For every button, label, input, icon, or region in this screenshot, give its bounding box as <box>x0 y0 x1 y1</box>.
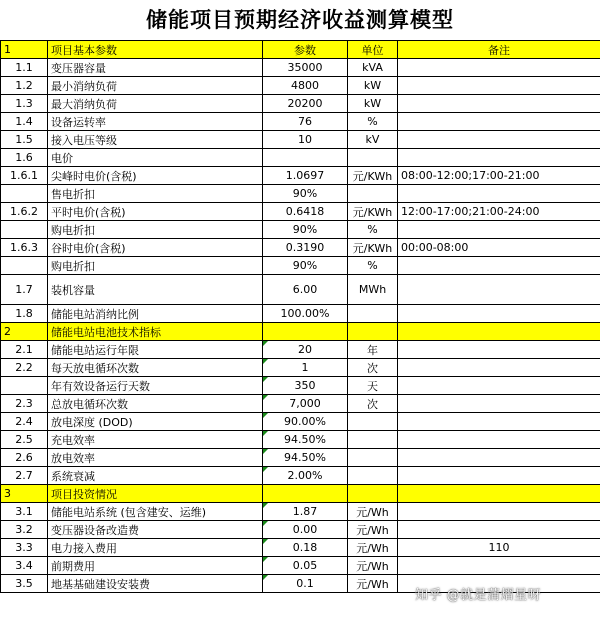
value-cell[interactable]: 90% <box>263 257 348 275</box>
value-cell[interactable]: 90% <box>263 221 348 239</box>
row-number-cell[interactable]: 1.6.2 <box>1 203 48 221</box>
unit-cell[interactable] <box>348 485 398 503</box>
table-row <box>1 341 600 359</box>
value-cell[interactable]: 0.00 <box>263 521 348 539</box>
table-row <box>1 305 600 323</box>
value-cell[interactable]: 6.00 <box>263 275 348 305</box>
table-row <box>1 503 600 521</box>
table-row <box>1 449 600 467</box>
item-name-cell[interactable]: 装机容量 <box>48 275 263 305</box>
item-name-cell[interactable]: 变压器容量 <box>48 59 263 77</box>
row-number-cell[interactable] <box>1 185 48 203</box>
value-cell[interactable]: 1.0697 <box>263 167 348 185</box>
unit-cell[interactable]: MWh <box>348 275 398 305</box>
table-row <box>1 59 600 77</box>
unit-cell[interactable]: kW <box>348 95 398 113</box>
row-number-cell[interactable]: 1.6.3 <box>1 239 48 257</box>
section-row <box>1 485 600 503</box>
row-number-cell[interactable] <box>1 257 48 275</box>
table-row <box>1 113 600 131</box>
item-name-cell[interactable]: 售电折扣 <box>48 185 263 203</box>
item-name-cell[interactable]: 地基基础建设安装费 <box>48 575 263 593</box>
unit-cell[interactable]: 元/Wh <box>348 557 398 575</box>
item-name-cell[interactable]: 谷时电价(含税) <box>48 239 263 257</box>
item-name-cell[interactable]: 放电深度 (DOD) <box>48 413 263 431</box>
value-cell[interactable]: 4800 <box>263 77 348 95</box>
row-number-cell[interactable]: 1.8 <box>1 305 48 323</box>
note-cell[interactable] <box>398 113 600 131</box>
table-row <box>1 221 600 239</box>
unit-cell[interactable]: % <box>348 113 398 131</box>
note-cell[interactable] <box>398 185 600 203</box>
item-name-cell[interactable]: 总放电循环次数 <box>48 395 263 413</box>
item-name-cell[interactable]: 购电折扣 <box>48 257 263 275</box>
note-cell[interactable] <box>398 257 600 275</box>
note-cell[interactable]: 00:00-08:00 <box>398 239 600 257</box>
row-number-cell[interactable]: 1 <box>1 41 48 59</box>
table-row <box>1 275 600 305</box>
row-number-cell[interactable]: 2.1 <box>1 341 48 359</box>
table-row <box>1 131 600 149</box>
section-row <box>1 323 600 341</box>
note-cell[interactable] <box>398 77 600 95</box>
row-number-cell[interactable]: 1.5 <box>1 131 48 149</box>
item-name-cell[interactable]: 接入电压等级 <box>48 131 263 149</box>
note-cell[interactable] <box>398 359 600 377</box>
item-name-cell[interactable]: 放电效率 <box>48 449 263 467</box>
value-cell[interactable]: 100.00% <box>263 305 348 323</box>
row-number-cell[interactable]: 3.2 <box>1 521 48 539</box>
row-number-cell[interactable]: 2.6 <box>1 449 48 467</box>
row-number-cell[interactable]: 1.7 <box>1 275 48 305</box>
unit-cell[interactable]: % <box>348 221 398 239</box>
table-row <box>1 557 600 575</box>
value-cell[interactable]: 76 <box>263 113 348 131</box>
value-cell[interactable] <box>263 323 348 341</box>
row-number-cell[interactable]: 2.4 <box>1 413 48 431</box>
item-name-cell[interactable]: 每天放电循环次数 <box>48 359 263 377</box>
unit-cell[interactable] <box>348 185 398 203</box>
note-cell[interactable]: 备注 <box>398 41 600 59</box>
table-row <box>1 257 600 275</box>
value-cell[interactable]: 20 <box>263 341 348 359</box>
note-cell[interactable] <box>398 413 600 431</box>
table-row <box>1 167 600 185</box>
value-cell[interactable]: 90% <box>263 185 348 203</box>
unit-cell[interactable]: 次 <box>348 359 398 377</box>
item-name-cell[interactable]: 年有效设备运行天数 <box>48 377 263 395</box>
table-row <box>1 359 600 377</box>
unit-cell[interactable]: 单位 <box>348 41 398 59</box>
note-cell[interactable] <box>398 395 600 413</box>
unit-cell[interactable] <box>348 467 398 485</box>
row-number-cell[interactable]: 2 <box>1 323 48 341</box>
note-cell[interactable]: 12:00-17:00;21:00-24:00 <box>398 203 600 221</box>
table-row <box>1 185 600 203</box>
value-cell[interactable]: 10 <box>263 131 348 149</box>
value-cell[interactable]: 20200 <box>263 95 348 113</box>
unit-cell[interactable]: 元/Wh <box>348 539 398 557</box>
note-cell[interactable] <box>398 377 600 395</box>
row-number-cell[interactable]: 3.3 <box>1 539 48 557</box>
row-number-cell[interactable]: 3.5 <box>1 575 48 593</box>
note-cell[interactable] <box>398 485 600 503</box>
item-name-cell[interactable]: 电价 <box>48 149 263 167</box>
note-cell[interactable] <box>398 341 600 359</box>
table-row <box>1 395 600 413</box>
item-name-cell[interactable]: 平时电价(含税) <box>48 203 263 221</box>
note-cell[interactable] <box>398 521 600 539</box>
note-cell[interactable] <box>398 503 600 521</box>
table-row <box>1 413 600 431</box>
table-row <box>1 377 600 395</box>
table-row <box>1 431 600 449</box>
value-cell[interactable]: 1 <box>263 359 348 377</box>
value-cell[interactable]: 0.05 <box>263 557 348 575</box>
unit-cell[interactable] <box>348 305 398 323</box>
note-cell[interactable] <box>398 131 600 149</box>
note-cell[interactable] <box>398 431 600 449</box>
section-row <box>1 41 600 59</box>
row-number-cell[interactable] <box>1 377 48 395</box>
note-cell[interactable] <box>398 557 600 575</box>
item-name-cell[interactable]: 前期费用 <box>48 557 263 575</box>
value-cell[interactable] <box>263 149 348 167</box>
row-number-cell[interactable]: 1.2 <box>1 77 48 95</box>
unit-cell[interactable]: 元/Wh <box>348 503 398 521</box>
value-cell[interactable] <box>263 485 348 503</box>
note-cell[interactable] <box>398 449 600 467</box>
unit-cell[interactable] <box>348 431 398 449</box>
unit-cell[interactable]: 次 <box>348 395 398 413</box>
row-number-cell[interactable]: 1.6 <box>1 149 48 167</box>
unit-cell[interactable]: 元/KWh <box>348 239 398 257</box>
value-cell[interactable]: 0.3190 <box>263 239 348 257</box>
note-cell[interactable] <box>398 149 600 167</box>
table-row <box>1 95 600 113</box>
unit-cell[interactable]: 年 <box>348 341 398 359</box>
note-cell[interactable]: 08:00-12:00;17:00-21:00 <box>398 167 600 185</box>
table-row <box>1 77 600 95</box>
item-name-cell[interactable]: 系统衰减 <box>48 467 263 485</box>
table-row <box>1 203 600 221</box>
item-name-cell[interactable]: 电力接入费用 <box>48 539 263 557</box>
value-cell[interactable]: 0.6418 <box>263 203 348 221</box>
table-row <box>1 239 600 257</box>
note-cell[interactable] <box>398 305 600 323</box>
value-cell[interactable]: 7,000 <box>263 395 348 413</box>
item-name-cell[interactable]: 最小消纳负荷 <box>48 77 263 95</box>
unit-cell[interactable] <box>348 449 398 467</box>
item-name-cell[interactable]: 尖峰时电价(含税) <box>48 167 263 185</box>
item-name-cell[interactable]: 储能电站电池技术指标 <box>48 323 263 341</box>
value-cell[interactable]: 94.50% <box>263 431 348 449</box>
row-number-cell[interactable]: 1.4 <box>1 113 48 131</box>
item-name-cell[interactable]: 充电效率 <box>48 431 263 449</box>
item-name-cell[interactable]: 变压器设备改造费 <box>48 521 263 539</box>
item-name-cell[interactable]: 最大消纳负荷 <box>48 95 263 113</box>
item-name-cell[interactable]: 项目投资情况 <box>48 485 263 503</box>
note-cell[interactable] <box>398 221 600 239</box>
table-row <box>1 149 600 167</box>
row-number-cell[interactable]: 2.7 <box>1 467 48 485</box>
value-cell[interactable]: 0.1 <box>263 575 348 593</box>
value-cell[interactable]: 1.87 <box>263 503 348 521</box>
value-cell[interactable]: 94.50% <box>263 449 348 467</box>
value-cell[interactable]: 35000 <box>263 59 348 77</box>
note-cell[interactable] <box>398 323 600 341</box>
unit-cell[interactable]: % <box>348 257 398 275</box>
value-cell[interactable]: 0.18 <box>263 539 348 557</box>
unit-cell[interactable]: 元/KWh <box>348 203 398 221</box>
row-number-cell[interactable] <box>1 221 48 239</box>
table-row <box>1 521 600 539</box>
row-number-cell[interactable]: 3.4 <box>1 557 48 575</box>
unit-cell[interactable]: 元/Wh <box>348 521 398 539</box>
unit-cell[interactable]: 天 <box>348 377 398 395</box>
row-number-cell[interactable]: 3 <box>1 485 48 503</box>
unit-cell[interactable] <box>348 413 398 431</box>
unit-cell[interactable]: kV <box>348 131 398 149</box>
note-cell[interactable]: 110 <box>398 539 600 557</box>
table-row <box>1 539 600 557</box>
note-cell[interactable] <box>398 95 600 113</box>
value-cell[interactable]: 90.00% <box>263 413 348 431</box>
value-cell[interactable]: 参数 <box>263 41 348 59</box>
unit-cell[interactable]: kVA <box>348 59 398 77</box>
value-cell[interactable]: 350 <box>263 377 348 395</box>
unit-cell[interactable]: 元/Wh <box>348 575 398 593</box>
unit-cell[interactable]: kW <box>348 77 398 95</box>
value-cell[interactable]: 2.00% <box>263 467 348 485</box>
unit-cell[interactable] <box>348 323 398 341</box>
item-name-cell[interactable]: 设备运转率 <box>48 113 263 131</box>
note-cell[interactable] <box>398 467 600 485</box>
item-name-cell[interactable]: 项目基本参数 <box>48 41 263 59</box>
item-name-cell[interactable]: 储能电站运行年限 <box>48 341 263 359</box>
row-number-cell[interactable]: 2.5 <box>1 431 48 449</box>
table-row <box>1 467 600 485</box>
item-name-cell[interactable]: 储能电站系统 (包含建安、运维) <box>48 503 263 521</box>
unit-cell[interactable] <box>348 149 398 167</box>
calc-table <box>0 40 600 593</box>
item-name-cell[interactable]: 储能电站消纳比例 <box>48 305 263 323</box>
row-number-cell[interactable]: 1.3 <box>1 95 48 113</box>
sheet-title: 储能项目预期经济收益测算模型 <box>146 7 454 32</box>
watermark: 知乎 @就是蒲熠星呀 <box>415 588 542 603</box>
row-number-cell[interactable]: 2.3 <box>1 395 48 413</box>
note-cell[interactable] <box>398 59 600 77</box>
row-number-cell[interactable]: 2.2 <box>1 359 48 377</box>
item-name-cell[interactable]: 购电折扣 <box>48 221 263 239</box>
row-number-cell[interactable]: 1.6.1 <box>1 167 48 185</box>
row-number-cell[interactable]: 1.1 <box>1 59 48 77</box>
note-cell[interactable] <box>398 275 600 305</box>
row-number-cell[interactable]: 3.1 <box>1 503 48 521</box>
unit-cell[interactable]: 元/KWh <box>348 167 398 185</box>
